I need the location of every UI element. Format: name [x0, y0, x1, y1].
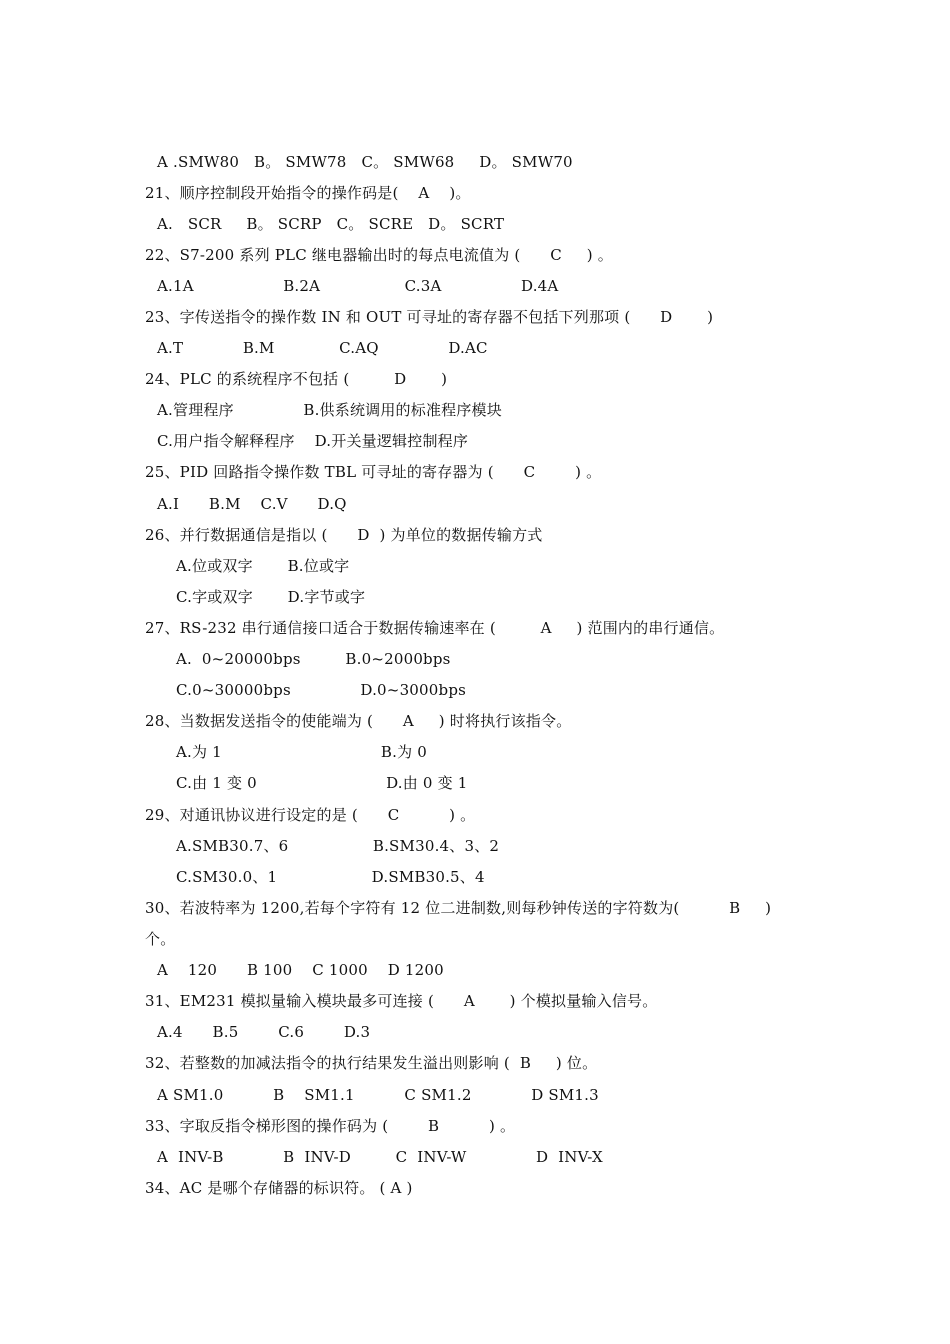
option-line-23: A.T B.M C.AQ D.AC — [157, 339, 488, 357]
question-32: 32、若整数的加减法指令的执行结果发生溢出则影响 ( B ) 位。 — [145, 1054, 598, 1072]
question-26: 26、并行数据通信是指以 ( D ) 为单位的数据传输方式 — [145, 526, 543, 544]
option-line-26a: A.位或双字 B.位或字 — [176, 557, 350, 575]
question-30: 30、若波特率为 1200,若每个字符有 12 位二进制数,则每秒钟传送的字符数为( B ) — [145, 899, 772, 917]
question-34: 34、AC 是哪个存储器的标识符。 ( A ) — [145, 1179, 413, 1197]
option-line-20: A .SMW80 B。 SMW78 C。 SMW68 D。 SMW70 — [157, 153, 573, 171]
option-line-21: A. SCR B。 SCRP C。 SCRE D。 SCRT — [157, 215, 505, 233]
option-line-32: A SM1.0 B SM1.1 C SM1.2 D SM1.3 — [157, 1086, 599, 1104]
option-line-29a: A.SMB30.7、6 B.SM30.4、3、2 — [176, 837, 500, 855]
question-29: 29、对通讯协议进行设定的是 ( C ) 。 — [145, 806, 476, 824]
option-line-27a: A. 0~20000bps B.0~2000bps — [176, 650, 451, 668]
option-line-25: A.I B.M C.V D.Q — [157, 495, 347, 513]
option-line-27b: C.0~30000bps D.0~3000bps — [176, 681, 467, 699]
question-31: 31、EM231 模拟量输入模块最多可连接 ( A ) 个模拟量输入信号。 — [145, 992, 658, 1010]
question-24: 24、PLC 的系统程序不包括 ( D ) — [145, 370, 448, 388]
question-28: 28、当数据发送指令的使能端为 ( A ) 时将执行该指令。 — [145, 712, 572, 730]
option-line-22: A.1A B.2A C.3A D.4A — [157, 277, 559, 295]
option-line-28b: C.由 1 变 0 D.由 0 变 1 — [176, 774, 468, 792]
option-line-33: A INV-B B INV-D C INV-W D INV-X — [157, 1148, 603, 1166]
question-33: 33、字取反指令梯形图的操作码为 ( B ) 。 — [145, 1117, 516, 1135]
option-line-30: A 120 B 100 C 1000 D 1200 — [157, 961, 444, 979]
question-21: 21、顺序控制段开始指令的操作码是( A )。 — [145, 184, 471, 202]
question-25: 25、PID 回路指令操作数 TBL 可寻址的寄存器为 ( C ) 。 — [145, 463, 602, 481]
option-line-29b: C.SM30.0、1 D.SMB30.5、4 — [176, 868, 485, 886]
question-30-continued: 个。 — [145, 930, 176, 948]
option-line-28a: A.为 1 B.为 0 — [176, 743, 427, 761]
option-line-24b: C.用户指令解释程序 D.开关量逻辑控制程序 — [157, 432, 469, 450]
option-line-26b: C.字或双字 D.字节或字 — [176, 588, 366, 606]
question-22: 22、S7-200 系列 PLC 继电器输出时的每点电流值为 ( C ) 。 — [145, 246, 614, 264]
option-line-24a: A.管理程序 B.供系统调用的标准程序模块 — [157, 401, 502, 419]
question-27: 27、RS-232 串行通信接口适合于数据传输速率在 ( A ) 范围内的串行通信。 — [145, 619, 725, 637]
option-line-31: A.4 B.5 C.6 D.3 — [157, 1023, 371, 1041]
question-23: 23、字传送指令的操作数 IN 和 OUT 可寻址的寄存器不包括下列那项 ( D ) — [145, 308, 714, 326]
